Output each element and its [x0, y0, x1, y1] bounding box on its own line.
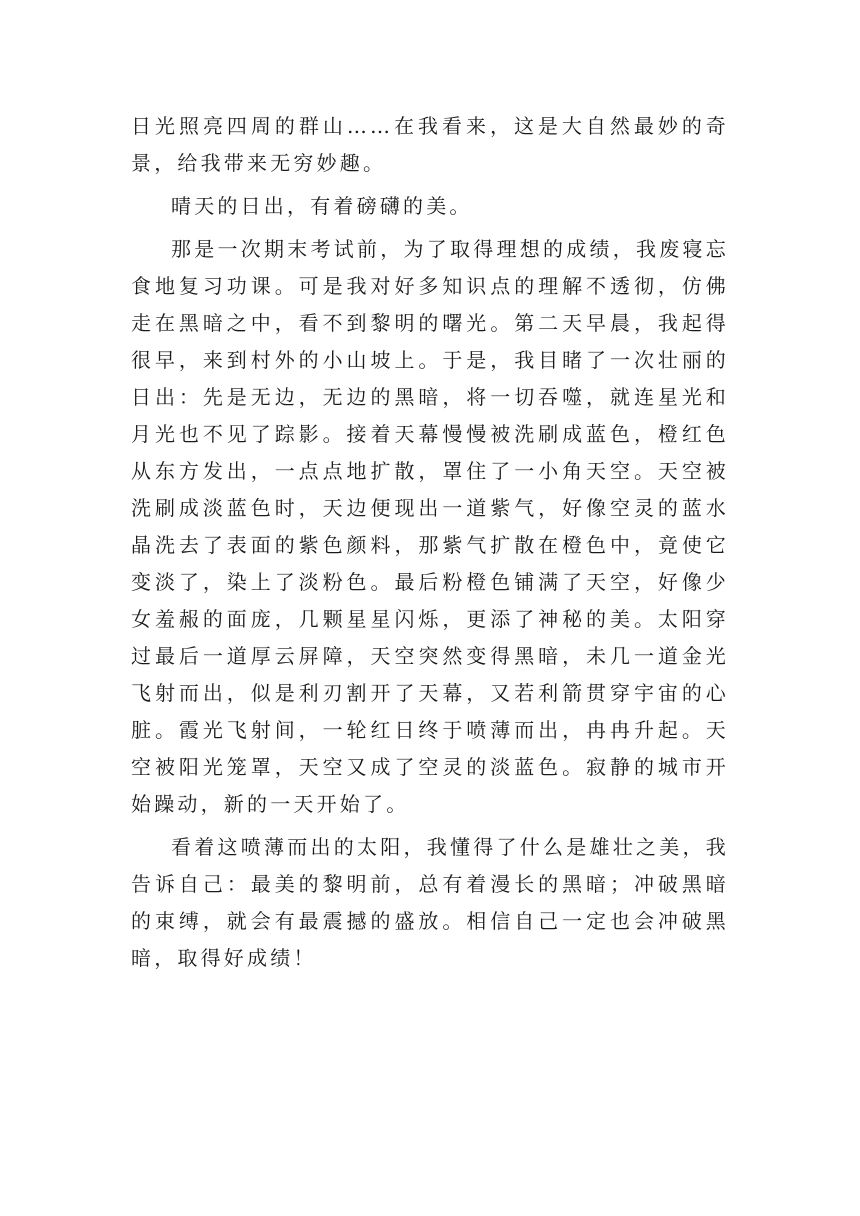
paragraph-4: 看着这喷薄而出的太阳，我懂得了什么是雄壮之美，我告诉自己：最美的黎明前，总有着漫长的黑暗；冲破黑暗的束缚，就会有最震撼的盛放。相信自己一定也会冲破黑暗，取得好成绩！: [131, 835, 729, 970]
paragraph-3: 那是一次期末考试前，为了取得理想的成绩，我废寝忘食地复习功课。可是我对好多知识点的理解不透彻，仿佛走在黑暗之中，看不到黎明的曙光。第二天早晨，我起得很早，来到村外的小山坡上。于是，我目睹了一次壮丽的日出：先是无边，无边的黑暗，将一切吞噬，就连星光和月光也不见了踪影。接着天幕慢慢被洗刷成蓝色，橙红色从东方发出，一点点地扩散，罩住了一小角天空。天空被洗刷成淡蓝色时，天边便现出一道紫气，好像空灵的蓝水晶洗去了表面的紫色颜料，那紫气扩散在橙色中，竟使它变淡了，染上了淡粉色。最后粉橙色铺满了天空，好像少女羞赧的面庞，几颗星星闪烁，更添了神秘的美。太阳穿过最后一道厚云屏障，天空突然变得黑暗，未几一道金光飞射而出，似是利刃割开了天幕，又若利箭贯穿宇宙的心脏。霞光飞射间，一轮红日终于喷薄而出，冉冉升起。天空被阳光笼罩，天空又成了空灵的淡蓝色。寂静的城市开始躁动，新的一天开始了。: [131, 237, 729, 816]
document-body: [131, 108, 729, 983]
paragraph-1: 日光照亮四周的群山……在我看来，这是大自然最妙的奇景，给我带来无穷妙趣。: [131, 114, 729, 175]
paragraph-2: 晴天的日出，有着磅礴的美。: [171, 194, 473, 218]
